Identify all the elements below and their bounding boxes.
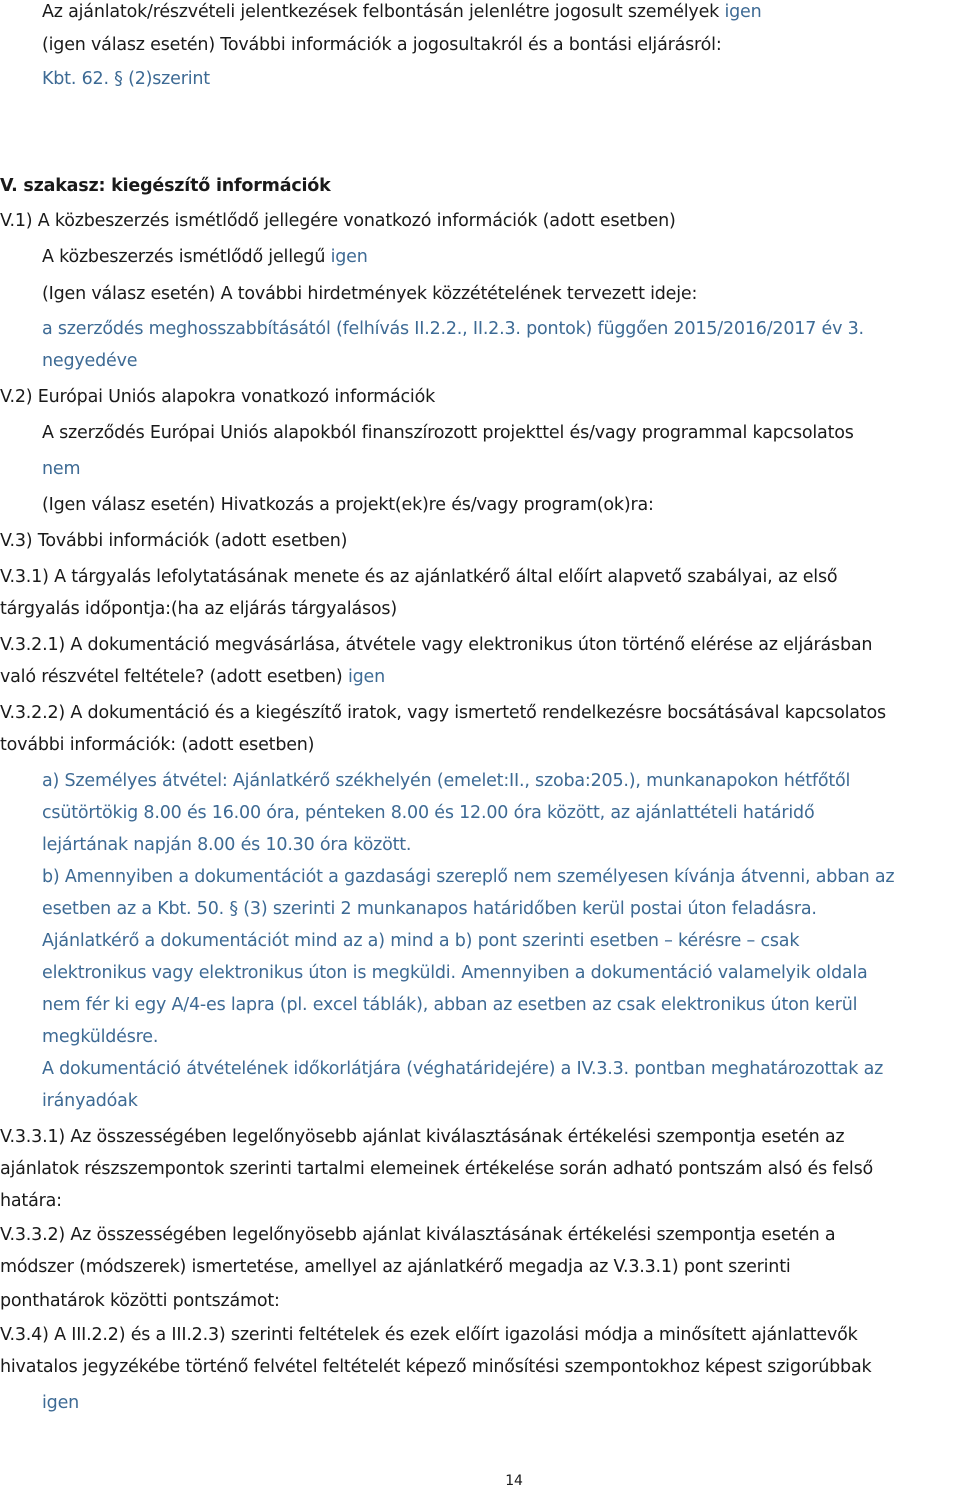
- v321-value: igen: [347, 667, 385, 687]
- v31-line-1: V.3.1) A tárgyalás lefolytatásának menete és az ajánlatkérő által előírt alapvető szabályai, az első: [0, 567, 838, 587]
- v322-detail-line: megküldésre.: [42, 1027, 159, 1047]
- v332-line-2: módszer (módszerek) ismertetése, amellyel az ajánlatkérő megadja az V.3.3.1) pont szerinti: [0, 1257, 791, 1277]
- v322-detail-line: nem fér ki egy A/4-es lapra (pl. excel táblák), abban az esetben az csak elektronikus úton kerül: [42, 995, 858, 1015]
- v322-detail-line: Ajánlatkérő a dokumentációt mind az a) mind a b) pont szerinti esetben – kérésre – csak: [42, 931, 800, 951]
- intro-label: Az ajánlatok/részvételi jelentkezések felbontásán jelenlétre jogosult személyek: [42, 2, 720, 22]
- v31-line-2: tárgyalás időpontja:(ha az eljárás tárgyalásos): [0, 599, 397, 619]
- v322-line-1: V.3.2.2) A dokumentáció és a kiegészítő iratok, vagy ismertető rendelkezésre bocsátásával kapcsolatos: [0, 703, 886, 723]
- page-number: 14: [505, 1473, 523, 1489]
- v2-heading: V.2) Európai Uniós alapokra vonatkozó információk: [0, 387, 436, 407]
- v34-line-1: V.3.4) A III.2.2) és a III.2.3) szerinti feltételek és ezek előírt igazolási módja a minősített ajánlattevők: [0, 1325, 858, 1345]
- v1-next-notice-value-2: negyedéve: [42, 351, 138, 371]
- v1-next-notice-value-1: a szerződés meghosszabbításától (felhívás II.2.2., II.2.3. pontok) függően 2015/2016/2017 év 3.: [42, 319, 864, 339]
- v322-detail-line: irányadóak: [42, 1091, 138, 1111]
- v322-detail-line: esetben az a Kbt. 50. § (3) szerinti 2 munkanapos határidőben kerül postai úton feladásra.: [42, 899, 817, 919]
- v321-line-2: [0, 665, 385, 689]
- v322-detail-line: A dokumentáció átvételének időkorlátjára (véghatáridejére) a IV.3.3. pontban meghatározottak az: [42, 1059, 884, 1079]
- v34-line-2: hivatalos jegyzékébe történő felvétel feltételét képező minősítési szempontokhoz képest szigorúbbak: [0, 1357, 872, 1377]
- v331-line-3: határa:: [0, 1191, 62, 1211]
- v322-detail-line: csütörtökig 8.00 és 16.00 óra, pénteken 8.00 és 12.00 óra között, az ajánlattételi határidő: [42, 803, 815, 823]
- v322-detail-line: lejártának napján 8.00 és 10.30 óra között.: [42, 835, 412, 855]
- v331-line-1: V.3.3.1) Az összességében legelőnyösebb ajánlat kiválasztásának értékelési szempontja esetén az: [0, 1127, 845, 1147]
- v1-recurring-label: A közbeszerzés ismétlődő jellegű: [42, 247, 326, 267]
- v332-line-1: V.3.3.2) Az összességében legelőnyösebb ajánlat kiválasztásának értékelési szempontja esetén a: [0, 1225, 836, 1245]
- v322-detail-line: elektronikus vagy elektronikus úton is megküldi. Amennyiben a dokumentáció valamelyik oldala: [42, 963, 868, 983]
- v322-detail-line: a) Személyes átvétel: Ajánlatkérő székhelyén (emelet:II., szoba:205.), munkanapokon hétfőtől: [42, 771, 851, 791]
- v34-value: igen: [42, 1393, 80, 1413]
- v1-heading: V.1) A közbeszerzés ismétlődő jellegére vonatkozó információk (adott esetben): [0, 211, 676, 231]
- intro-line-2: (igen válasz esetén) További információk a jogosultakról és a bontási eljárásról:: [42, 35, 722, 55]
- intro-line-3: Kbt. 62. § (2)szerint: [42, 69, 210, 89]
- v2-eu-value: nem: [42, 459, 81, 479]
- v332-line-3: ponthatárok közötti pontszámot:: [0, 1291, 280, 1311]
- intro-line-1: [42, 0, 762, 24]
- v2-eu-label: A szerződés Európai Uniós alapokból finanszírozott projekttel és/vagy programmal kapcsolatos: [42, 423, 854, 443]
- v1-recurring-row: [42, 245, 368, 269]
- v1-recurring-value: igen: [330, 247, 368, 267]
- v322-line-2: további információk: (adott esetben): [0, 735, 315, 755]
- v321-label: való részvétel feltétele? (adott esetben): [0, 667, 343, 687]
- v321-line-1: V.3.2.1) A dokumentáció megvásárlása, átvétele vagy elektronikus úton történő elérése az eljárásban: [0, 635, 873, 655]
- section-title: V. szakasz: kiegészítő információk: [0, 176, 331, 196]
- intro-value: igen: [724, 2, 762, 22]
- v322-detail-line: b) Amennyiben a dokumentációt a gazdasági szereplő nem személyesen kívánja átvenni, abban az: [42, 867, 895, 887]
- v1-next-notice-label: (Igen válasz esetén) A további hirdetmények közzétételének tervezett ideje:: [42, 284, 698, 304]
- v3-heading: V.3) További információk (adott esetben): [0, 531, 348, 551]
- v331-line-2: ajánlatok részszempontok szerinti tartalmi elemeinek értékelése során adható pontszám alsó és felső: [0, 1159, 874, 1179]
- v2-reference-label: (Igen válasz esetén) Hivatkozás a projekt(ek)re és/vagy program(ok)ra:: [42, 495, 654, 515]
